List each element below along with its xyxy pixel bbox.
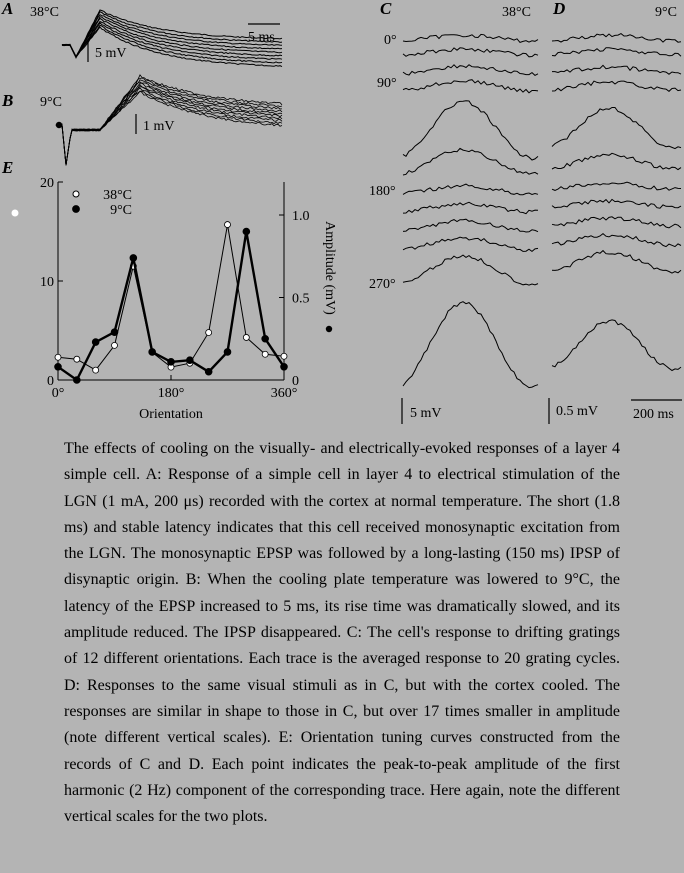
data-point [130, 255, 137, 262]
data-point [74, 356, 80, 362]
series-line [58, 232, 284, 381]
panel-d-trace [552, 234, 681, 247]
legend-marker [73, 191, 79, 197]
data-point [55, 354, 61, 360]
panel-c-temp: 38°C [502, 5, 531, 20]
figure [0, 0, 684, 430]
right-axis-label: Amplitude (mV) [322, 221, 337, 315]
data-point [111, 329, 118, 336]
x-tick-label: 360° [270, 386, 298, 401]
x-axis-label: Orientation [139, 407, 203, 422]
panel-a-letter: A [2, 0, 14, 18]
panel-c-trace [403, 48, 538, 57]
x-tick-label: 180° [157, 386, 185, 401]
panel-d-trace [552, 65, 681, 74]
data-point [93, 367, 99, 373]
panel-c-trace [403, 34, 538, 42]
panel-d-traces [552, 34, 681, 371]
data-point [225, 222, 231, 228]
panel-a-temp: 38°C [30, 5, 59, 20]
left-tick-label: 10 [40, 275, 54, 290]
panel-d-trace [552, 182, 681, 190]
panel-c-trace [403, 237, 538, 251]
panel-c-trace [403, 202, 538, 213]
panel-c-vscale-label: 5 mV [410, 406, 442, 421]
panel-d-hscale-label: 200 ms [633, 407, 674, 422]
data-point [281, 353, 287, 359]
panel-d-temp: 9°C [655, 5, 677, 20]
legend-marker [73, 206, 80, 213]
panel-d-trace [552, 217, 681, 228]
data-point [112, 342, 118, 348]
legend-stray-open-marker [12, 210, 18, 216]
panel-b-letter: B [2, 91, 14, 110]
orientation-tuning-chart [40, 176, 337, 422]
panel-b-stimulus-marker [56, 122, 62, 128]
data-point [243, 228, 250, 235]
panel-d-trace [552, 108, 681, 149]
panel-c-trace [403, 184, 538, 195]
panel-c-trace [403, 255, 538, 285]
panel-c-orientation-180: 180° [369, 184, 396, 199]
data-point [281, 363, 288, 370]
panel-c-trace [403, 80, 538, 93]
panel-c-trace [403, 65, 538, 76]
panel-b-vscale-label: 1 mV [143, 119, 175, 134]
data-point [224, 349, 231, 356]
x-tick-label: 0° [51, 386, 65, 401]
figure-caption [64, 436, 624, 830]
panel-d-trace [552, 153, 681, 169]
right-tick-label: 0 [292, 374, 299, 389]
data-point [206, 329, 212, 335]
panel-c-trace [403, 219, 538, 232]
panel-b-temp: 9°C [40, 95, 62, 110]
data-point [92, 339, 99, 346]
panel-e-letter: E [2, 158, 14, 177]
panel-a-hscale-label: 5 ms [248, 30, 275, 45]
right-axis-marker [326, 326, 332, 332]
right-tick-label: 1.0 [292, 209, 310, 224]
data-point [149, 349, 156, 356]
panel-c-letter: C [380, 0, 392, 18]
data-point [262, 351, 268, 357]
panel-c-orientation-90: 90° [377, 76, 397, 91]
data-point [186, 357, 193, 364]
data-point [205, 368, 212, 375]
panel-d-vscale-label: 0.5 mV [556, 404, 598, 419]
right-tick-label: 0.5 [292, 291, 310, 307]
panel-c-orientation-270: 270° [369, 277, 396, 292]
panel-d-trace [552, 81, 681, 91]
panel-d-trace [552, 48, 681, 57]
data-point [243, 334, 249, 340]
left-tick-label: 20 [40, 176, 54, 191]
caption-text: The effects of cooling on the visually- and electrically-evoked responses of a layer 4 simple cell. A: Response of a simple cell in layer 4 to electrical stimulation of the LGN (1 mA, 200 μs) recorded with the cortex at normal temperature. The short (1.8 ms) and stable latency indicates that this cell received monosynaptic excitation from the LGN. The monosynaptic EPSP was followed by a long-lasting (150 ms) IPSP of disynaptic origin. B: When the cooling plate temperature was lowered to 9°C, the latency of the EPSP increased to 5 ms, its rise time was dramatically slowed, and its amplitude reduced. The IPSP disappeared. C: The cell's response to drifting gratings of 12 different orientations. Each trace is the averaged response to 20 grating cycles. D: Responses to the same visual stimuli as in C, but with the cortex cooled. The responses are similar in shape to those in C, but over 17 times smaller in amplitude (note different vertical scales). E: Orientation tuning curves constructed from the records of C and D. Each point indicates the peak-to-peak amplitude of the first harmonic (2 Hz) component of the corresponding trace. Here again, note the different vertical scales for the two plots. [64, 440, 624, 826]
panel-d-trace [552, 199, 681, 208]
panel-a-vscale-label: 5 mV [95, 46, 127, 61]
panel-c-orientation-0: 0° [384, 33, 397, 48]
panel-d-trace [552, 320, 681, 371]
legend-label: 9°C [110, 203, 132, 218]
data-point [73, 377, 80, 384]
data-point [262, 335, 269, 342]
panel-d-letter: D [553, 0, 566, 18]
panel-d-trace [552, 34, 681, 43]
panel-c-trace [403, 302, 538, 388]
panel-c-traces [403, 34, 538, 387]
left-tick-label: 0 [47, 374, 54, 389]
legend-label: 38°C [103, 188, 132, 203]
panel-d-trace [552, 251, 681, 274]
data-point [55, 363, 62, 370]
data-point [168, 358, 175, 365]
